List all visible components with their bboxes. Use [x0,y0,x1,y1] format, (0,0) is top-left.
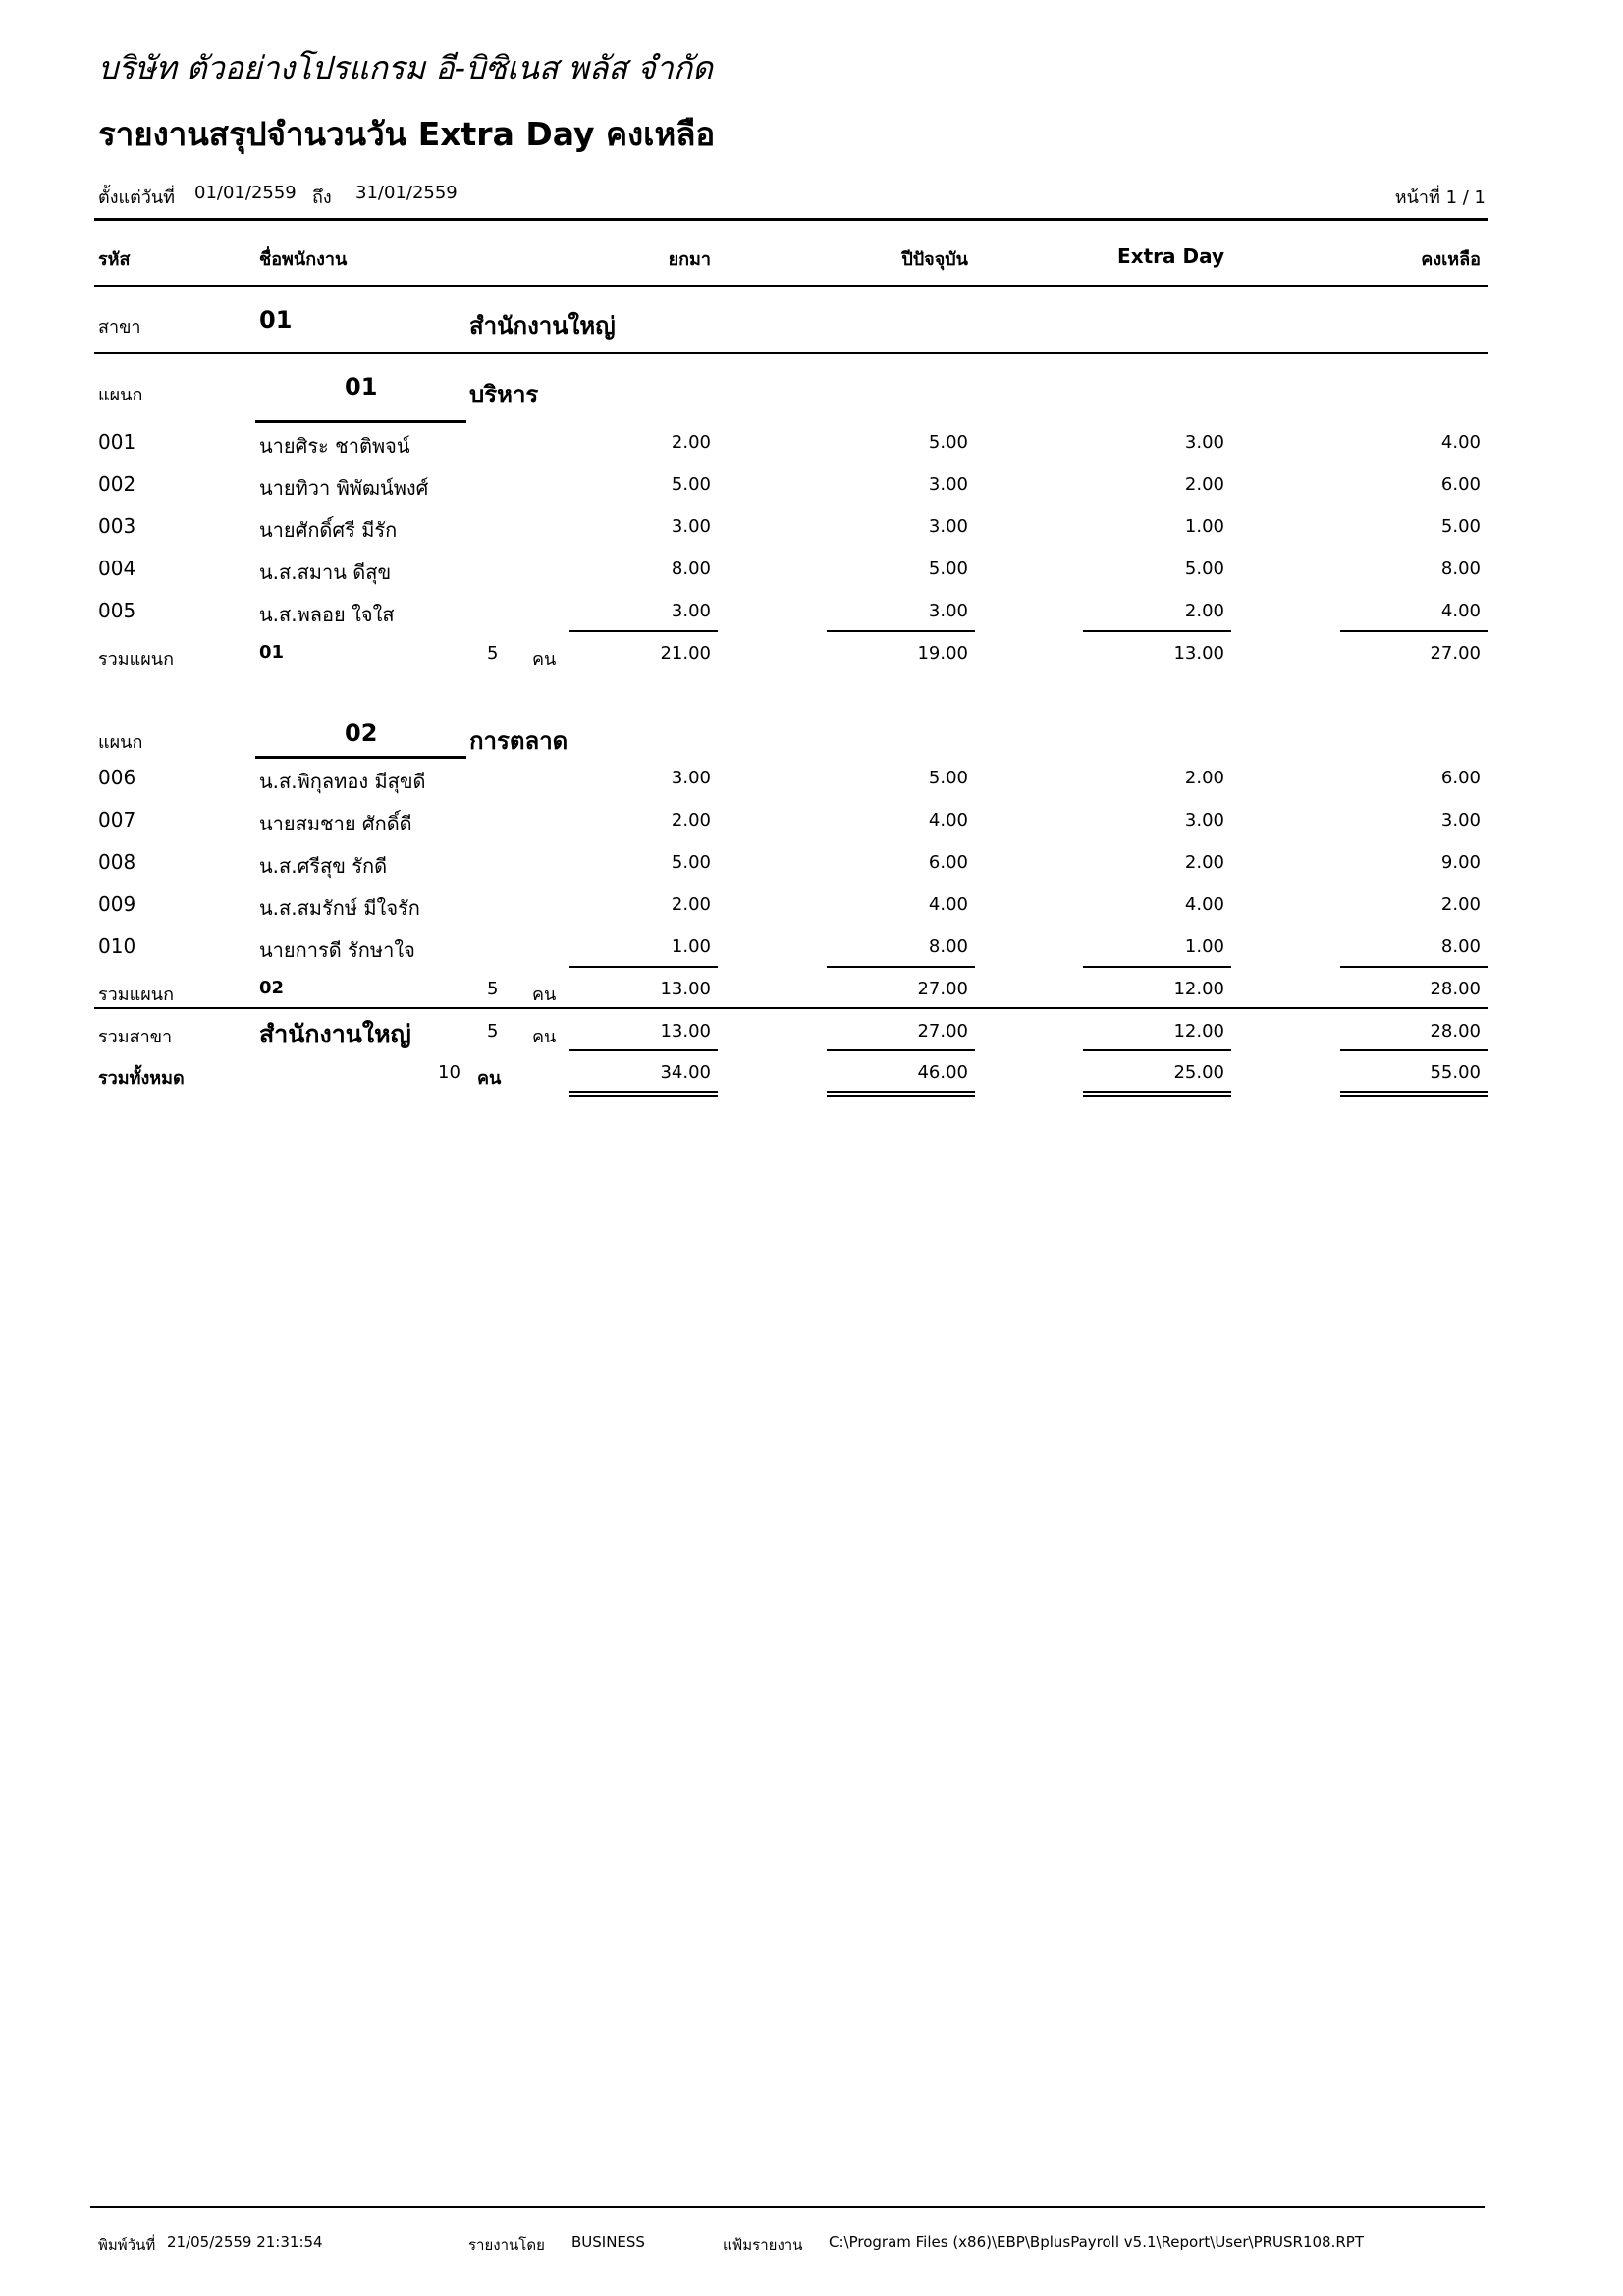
current-year-value: 5.00 [928,559,968,579]
double-rule [569,1091,718,1093]
subtotal-rule [1340,1049,1488,1051]
company-name: บริษัท ตัวอย่างโปรแกรม อี-บิซิเนส พลัส จำกัด [98,49,713,86]
dept-total-code: 01 [259,642,285,663]
col-header-current-year: ปีปัจจุบัน [901,249,968,270]
header-top-rule [94,218,1488,221]
employee-code: 002 [98,472,136,496]
subtotal-rule [827,966,975,968]
double-rule [1340,1095,1488,1097]
employee-name: น.ส.สมรักษ์ มีใจรัก [259,896,420,920]
branch-total-label: รวมสาขา [98,1027,173,1047]
remaining-value: 4.00 [1440,601,1481,621]
extra-day-total: 13.00 [1173,643,1224,664]
double-rule [1083,1091,1231,1093]
branch-label: สาขา [98,317,141,338]
header-bottom-rule [94,285,1488,287]
remaining-total: 28.00 [1430,1021,1481,1041]
dept-total-count: 5 [487,979,499,999]
page-number: หน้าที่ 1 / 1 [1394,187,1486,208]
employee-name: น.ส.พิกุลทอง มีสุขดี [259,770,426,793]
remaining-value: 8.00 [1440,936,1481,957]
current-year-grand-total: 46.00 [917,1062,968,1083]
employee-code: 005 [98,599,136,622]
employee-code: 003 [98,514,136,538]
employee-name: น.ส.พลอย ใจใส [259,603,395,626]
current-year-value: 8.00 [928,936,968,957]
carried-total: 13.00 [660,979,711,999]
branch-rule [94,352,1488,354]
subtotal-rule [1083,1049,1231,1051]
employee-code: 007 [98,808,136,831]
extra-day-grand-total: 25.00 [1173,1062,1224,1083]
current-year-value: 5.00 [928,432,968,453]
branch-total-name: สำนักงานใหญ่ [259,1020,411,1048]
dept-total-label: รวมแผนก [98,985,174,1005]
carried-total: 13.00 [660,1021,711,1041]
current-year-value: 3.00 [928,601,968,621]
carried-value: 1.00 [671,936,711,957]
subtotal-rule [569,1049,718,1051]
current-year-value: 6.00 [928,852,968,873]
current-year-value: 5.00 [928,768,968,788]
double-rule [827,1091,975,1093]
dept-total-label: รวมแผนก [98,649,174,669]
dept-code: 02 [345,720,378,747]
carried-value: 8.00 [671,559,711,579]
employee-name: นายการดี รักษาใจ [259,938,415,962]
employee-code: 004 [98,557,136,580]
subtotal-rule [1340,966,1488,968]
double-rule [1083,1095,1231,1097]
dept-code: 01 [345,373,378,400]
employee-name: น.ส.ศรีสุข รักดี [259,854,388,878]
printed-label: พิมพ์วันที่ [98,2236,156,2254]
dept-code-underline [255,420,466,423]
grand-total-count: 10 [438,1062,460,1083]
employee-code: 009 [98,892,136,916]
report-file-label: แฟ้มรายงาน [723,2236,803,2254]
remaining-value: 6.00 [1440,768,1481,788]
employee-code: 010 [98,934,136,958]
dept-label: แผนก [98,732,143,753]
remaining-value: 8.00 [1440,559,1481,579]
col-header-carried: ยกมา [668,249,711,270]
branch-total-count: 5 [487,1021,499,1041]
dept-total-unit: คน [532,985,557,1005]
subtotal-rule [569,966,718,968]
current-year-value: 3.00 [928,474,968,495]
employee-name: นายสมชาย ศักดิ์ดี [259,812,412,835]
col-header-code: รหัส [98,249,131,270]
extra-day-value: 4.00 [1184,894,1224,915]
extra-day-total: 12.00 [1173,1021,1224,1041]
dept-total-unit: คน [532,649,557,669]
remaining-value: 3.00 [1440,810,1481,830]
subtotal-rule [569,630,718,632]
col-header-extra-day: Extra Day [1117,244,1224,268]
branch-total-unit: คน [532,1027,557,1047]
extra-day-value: 2.00 [1184,768,1224,788]
remaining-total: 27.00 [1430,643,1481,664]
date-to-label: ถึง [312,187,332,208]
remaining-value: 4.00 [1440,432,1481,453]
carried-value: 3.00 [671,516,711,537]
footer-rule [90,2206,1485,2208]
subtotal-rule [1083,966,1231,968]
remaining-value: 5.00 [1440,516,1481,537]
double-rule [827,1095,975,1097]
report-file-path: C:\Program Files (x86)\EBP\BplusPayroll v5.1\Report\User\PRUSR108.RPT [829,2233,1364,2251]
dept-code-underline [255,756,466,759]
employee-code: 006 [98,766,136,789]
report-by: BUSINESS [571,2233,645,2251]
carried-total: 21.00 [660,643,711,664]
branch-code: 01 [259,306,293,334]
employee-name: นายศิระ ชาติพจน์ [259,434,410,457]
extra-day-value: 3.00 [1184,432,1224,453]
col-header-name: ชื่อพนักงาน [259,249,348,270]
grand-total-label: รวมทั้งหมด [98,1068,185,1089]
extra-day-value: 2.00 [1184,474,1224,495]
extra-day-value: 2.00 [1184,601,1224,621]
extra-day-value: 3.00 [1184,810,1224,830]
employee-name: นายทิวา พิพัฒน์พงศ์ [259,476,429,500]
dept-name: การตลาด [469,727,568,755]
remaining-total: 28.00 [1430,979,1481,999]
date-to: 31/01/2559 [355,183,458,203]
employee-code: 001 [98,430,136,454]
subtotal-rule [1083,630,1231,632]
dept-total-count: 5 [487,643,499,664]
extra-day-value: 1.00 [1184,516,1224,537]
printed-datetime: 21/05/2559 21:31:54 [167,2233,323,2251]
branch-name: สำนักงานใหญ่ [469,312,616,340]
subtotal-rule [827,630,975,632]
carried-value: 2.00 [671,432,711,453]
carried-grand-total: 34.00 [660,1062,711,1083]
current-year-value: 4.00 [928,810,968,830]
extra-day-value: 5.00 [1184,559,1224,579]
dept-total-code: 02 [259,978,285,998]
carried-value: 2.00 [671,810,711,830]
remaining-grand-total: 55.00 [1430,1062,1481,1083]
extra-day-value: 2.00 [1184,852,1224,873]
double-rule [1340,1091,1488,1093]
double-rule [569,1095,718,1097]
branch-total-rule [94,1007,1488,1009]
employee-name: น.ส.สมาน ดีสุข [259,561,392,584]
current-year-total: 27.00 [917,1021,968,1041]
dept-label: แผนก [98,385,143,405]
extra-day-value: 1.00 [1184,936,1224,957]
remaining-value: 9.00 [1440,852,1481,873]
current-year-total: 27.00 [917,979,968,999]
carried-value: 2.00 [671,894,711,915]
dept-name: บริหาร [469,381,539,408]
current-year-value: 4.00 [928,894,968,915]
subtotal-rule [1340,630,1488,632]
col-header-remaining: คงเหลือ [1421,249,1481,270]
carried-value: 3.00 [671,768,711,788]
grand-total-unit: คน [477,1068,502,1089]
current-year-value: 3.00 [928,516,968,537]
remaining-value: 2.00 [1440,894,1481,915]
date-from-label: ตั้งแต่วันที่ [98,187,176,208]
report-title: รายงานสรุปจำนวนวัน Extra Day คงเหลือ [98,115,716,153]
current-year-total: 19.00 [917,643,968,664]
carried-value: 3.00 [671,601,711,621]
employee-name: นายศักดิ์ศรี มีรัก [259,518,398,542]
extra-day-total: 12.00 [1173,979,1224,999]
remaining-value: 6.00 [1440,474,1481,495]
report-by-label: รายงานโดย [468,2236,545,2254]
employee-code: 008 [98,850,136,874]
date-from: 01/01/2559 [194,183,297,203]
subtotal-rule [827,1049,975,1051]
carried-value: 5.00 [671,852,711,873]
carried-value: 5.00 [671,474,711,495]
